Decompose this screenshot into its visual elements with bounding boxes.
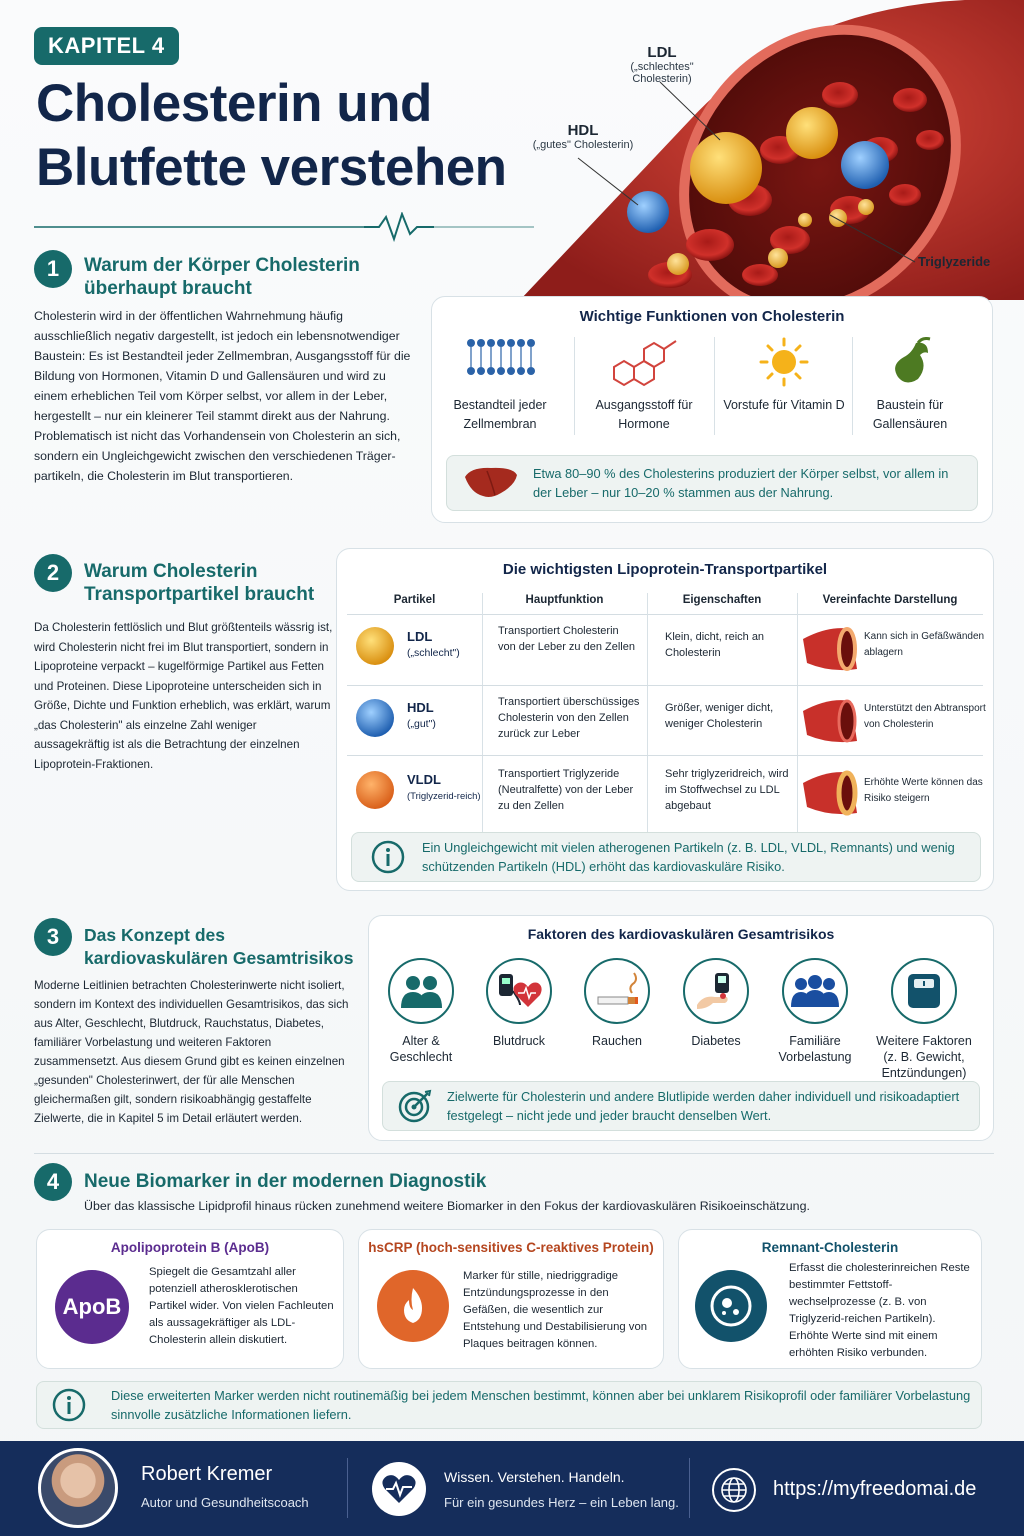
footer [0, 1441, 1024, 1536]
imbalance-note-text: Ein Ungleichgewicht mit vielen atherogenen Partikeln (z. B. LDL, VLDL, Remnants) und wenig schützenden Partikeln (HDL) erhöht das kardiovaskuläre Risiko. [422, 840, 955, 874]
apob-badge: ApoB [55, 1270, 129, 1344]
hdl-label-name: HDL [567, 122, 599, 139]
table-column-separator [647, 593, 648, 855]
table-divider [347, 614, 983, 615]
section-4-intro: Über das klassische Lipidprofil hinaus rücken zunehmend weitere Biomarker in den Fokus der kardiovaskulären Risikoeinschätzung. [84, 1199, 810, 1213]
ldl-particle-small [786, 107, 838, 159]
hdl-label-sub: („gutes" Cholesterin) [532, 139, 634, 151]
biomarker-note-text: Diese erweiterten Marker werden nicht routinemäßig bei jedem Menschen bestimmt, können aber bei unklarem Risikoprofil oder familiärer Vorbelastung sinnvolle zusätzliche Informationen liefern. [111, 1388, 971, 1422]
hdl-sub: („gut") [407, 718, 436, 730]
ldl-label [600, 44, 724, 85]
triglyceride-label-name: Triglyzeride [918, 254, 991, 269]
sun-icon [756, 337, 812, 387]
vldl-name: VLDL [407, 772, 441, 787]
family-icon [782, 958, 848, 1024]
ldl-function: Transportiert Cholesterin von der Leber zu den Zellen [498, 625, 635, 653]
avatar [38, 1448, 118, 1528]
vldl-illustration-text: Erhöhte Werte können das Risiko steigern [864, 777, 983, 804]
hdl-function: Transportiert überschüssiges Cholesterin von den Zellen zurück zur Leber [498, 696, 640, 740]
target-note-text: Zielwerte für Cholesterin und andere Blutlipide werden daher individuell und risikoadaptiert festgelegt – nicht jede und jeder braucht denselben Wert. [447, 1089, 960, 1123]
remnant-card-title: Remnant-Cholesterin [761, 1240, 899, 1255]
section-4-title: Neue Biomarker in der modernen Diagnostik [84, 1171, 487, 1192]
hdl-properties: Größer, weniger dicht, weniger Cholesterin [665, 702, 774, 730]
hdl-vessel-icon [801, 695, 859, 747]
vldl-sub: (Triglyzerid-reich) [407, 791, 481, 802]
lipoprotein-card [336, 548, 994, 891]
ldl-name: LDL [407, 629, 433, 644]
scale-icon [891, 958, 957, 1024]
hscrp-card-title: hsCRP (hoch-sensitives C-reaktives Protein) [368, 1240, 654, 1255]
hdl-row-name [407, 699, 436, 733]
risk-factor-age [371, 958, 471, 1065]
risk-factor-smoking-label: Rauchen [591, 1034, 643, 1048]
people-icon [388, 958, 454, 1024]
column-header-function: Hauptfunktion [525, 594, 604, 606]
lipoprotein-card-title: Die wichtigsten Lipoprotein-Transportpartikel [502, 561, 828, 578]
risk-factor-other [869, 958, 979, 1081]
slogan-line-2: Für ein gesundes Herz – ein Leben lang. [444, 1495, 679, 1510]
hdl-illustration-text: Unterstützt den Abtransport von Cholesterin [864, 703, 986, 730]
risk-factor-diabetes-label: Diabetes [691, 1034, 741, 1048]
hdl-name: HDL [407, 700, 434, 715]
hdl-particle-left [627, 191, 669, 233]
vldl-properties: Sehr triglyzeridreich, wird im Stoffwechsel zu LDL abgebaut [665, 768, 789, 812]
info-icon [370, 839, 406, 875]
author-role: Autor und Gesundheitscoach [141, 1495, 309, 1510]
section-2-number: 2 [34, 554, 72, 592]
risk-factor-family [765, 958, 865, 1065]
vldl-vessel-icon [801, 767, 859, 819]
liver-icon [461, 463, 521, 503]
cigarette-icon [584, 958, 650, 1024]
function-hormone-label: Ausgangsstoff für Hormone [595, 398, 693, 431]
section-3-number: 3 [34, 918, 72, 956]
section-2-title: Warum Cholesterin Transportpartikel braucht [84, 561, 315, 605]
footer-separator [689, 1458, 690, 1518]
vldl-row-name [407, 771, 481, 805]
author-name: Robert Kremer [141, 1463, 273, 1485]
flame-icon [377, 1270, 449, 1342]
info-icon [51, 1387, 87, 1423]
ldl-row-name [407, 628, 460, 662]
function-hormone [574, 337, 714, 434]
function-gallbladder [840, 337, 980, 434]
functions-card [431, 296, 993, 523]
section-1-number: 1 [34, 250, 72, 288]
function-membrane [430, 337, 570, 434]
column-header-particle: Partikel [393, 594, 436, 606]
column-header-illustration: Vereinfachte Darstellung [822, 594, 958, 606]
globe-icon [712, 1468, 756, 1512]
ldl-properties: Klein, dicht, reich an Cholesterin [665, 631, 765, 659]
ldl-label-name: LDL [647, 44, 677, 61]
ldl-label-sub: („schlechtes" Cholesterin) [630, 61, 694, 85]
biomarker-note [36, 1381, 982, 1429]
section-2-body: Da Cholesterin fettlöslich und Blut größtenteils wässrig ist, wird Cholesterin nicht frei im Blut transportiert, sondern in Lipoproteine verpackt – kugelförmige Partikel aus Fetten und Proteinen. Diese Lipoproteine unterscheiden sich in Größe, Dichte und Funktion erheblich, was erklärt, warum „das Cholesterin" als einzelne Zahl weniger aussagekräftig ist als die Betrachtung der einzelnen Lipoprotein-Fraktionen. [34, 621, 333, 771]
risk-factors-card [368, 915, 994, 1141]
table-column-separator [482, 593, 483, 855]
title-line-2: Blutfette verstehen [36, 138, 507, 197]
vldl-particle-icon [355, 770, 395, 810]
section-divider [34, 1153, 994, 1154]
page-title [36, 72, 556, 200]
function-membrane-label: Bestandteil jeder Zellmembran [453, 398, 547, 431]
apob-card-title: Apolipoprotein B (ApoB) [110, 1240, 270, 1255]
function-gallbladder-label: Baustein für Gallensäuren [872, 398, 948, 431]
gallbladder-icon [882, 337, 938, 387]
hdl-label [528, 122, 638, 151]
chapter-badge: KAPITEL 4 [34, 27, 179, 65]
biomarker-card-apob [36, 1229, 344, 1369]
membrane-icon [465, 337, 535, 377]
section-1-title: Warum der Körper Cholesterin überhaupt braucht [84, 255, 360, 299]
glucose-meter-icon [683, 958, 749, 1024]
triglyceride-label [918, 254, 990, 269]
slogan-line-1: Wissen. Verstehen. Handeln. [444, 1469, 625, 1485]
apob-card-text: Spiegelt die Gesamtzahl aller potenziell atherosklerotischen Partikel wider. Von vielen Fachleuten als aussagekräftiger als LDL-Cholesterin allein diskutiert. [149, 1266, 334, 1346]
heartbeat-line-icon [34, 212, 534, 242]
target-icon [397, 1088, 433, 1124]
biomarker-card-hscrp [358, 1229, 664, 1369]
functions-card-title: Wichtige Funktionen von Cholesterin [579, 308, 845, 325]
risk-factor-blood-pressure-label: Blutdruck [492, 1034, 546, 1048]
hormone-molecule-icon [604, 337, 684, 387]
section-3-body: Moderne Leitlinien betrachten Cholesterinwerte nicht isoliert, sondern im Kontext des individuellen Gesamtrisikos, das sich aus Alter, Geschlecht, Blutdruck, Rauchstatus, Diabetes, familiärer Vorbelastung und weiteren Faktoren zusammensetzt. Aus diesem Grund gibt es keinen einzelnen „gesunden" Cholesterinwert, der für alle Menschen gleichermaßen gilt, sondern risikoabhängig gestaffelte Zielwerte, die in Kapitel 5 im Detail erläutert werden. [34, 979, 349, 1125]
hscrp-card-text: Marker für stille, niedriggradige Entzündungsprozesse in den Gefäßen, die wesentlich zur Entstehung und Destabilisierung von Plaques beitragen können. [463, 1270, 648, 1350]
section-3-title: Das Konzept des kardiovaskulären Gesamtrisikos [84, 925, 354, 968]
table-divider [347, 685, 983, 686]
title-line-1: Cholesterin und [36, 74, 432, 133]
liver-note-text: Etwa 80–90 % des Cholesterins produziert der Körper selbst, vor allem in der Leber – nur 10–20 % stammen aus der Nahrung. [533, 466, 949, 500]
ldl-vessel-icon [801, 623, 859, 675]
risk-factor-age-label: Alter & Geschlecht [389, 1034, 453, 1064]
hdl-particle-right [841, 141, 889, 189]
liver-note [446, 455, 978, 511]
heart-icon [372, 1462, 426, 1516]
imbalance-note [351, 832, 981, 882]
website-link[interactable]: https://myfreedomai.de [773, 1478, 977, 1500]
ldl-particle-large [690, 132, 762, 204]
section-1-body: Cholesterin wird in der öffentlichen Wahrnehmung häufig ausschließlich negativ dargestellt, ist jedoch ein lebensnotwendiger Baustein: Es ist Bestandteil jeder Zellmembran, Ausgangsstoff für die Bildung von Hormonen, Vitamin D und Gallensäuren und wird zu einem erheblichen Teil vom Körper selbst, vor allem in der Leber, hergestellt – nur ein kleinerer Teil stammt direkt aus der Nahrung. Problematisch ist nicht das Vorhandensein von Cholesterin an sich, sondern ein Ungleichgewicht zwischen den verschiedenen Träger-partikeln, die Cholesterin im Blut transportieren. [34, 309, 411, 483]
table-column-separator [797, 593, 798, 855]
function-vitamin-d-label: Vorstufe für Vitamin D [723, 398, 845, 412]
blood-pressure-icon [486, 958, 552, 1024]
risk-factor-other-label: Weitere Faktoren (z. B. Gewicht, Entzündungen) [876, 1034, 972, 1080]
ldl-particle-icon [355, 626, 395, 666]
ldl-sub: („schlecht") [407, 647, 460, 659]
target-note [382, 1081, 980, 1131]
table-divider [347, 755, 983, 756]
biomarker-card-remnant [678, 1229, 982, 1369]
remnant-particle-icon [695, 1270, 767, 1342]
footer-separator [347, 1458, 348, 1518]
risk-factors-card-title: Faktoren des kardiovaskulären Gesamtrisikos [527, 926, 835, 942]
section-4-number: 4 [34, 1163, 72, 1201]
function-vitamin-d [714, 337, 854, 415]
risk-factor-smoking [567, 958, 667, 1049]
vldl-function: Transportiert Triglyzeride (Neutralfette) von der Leber zu den Zellen [498, 768, 634, 812]
risk-factor-family-label: Familiäre Vorbelastung [778, 1034, 852, 1064]
hdl-particle-icon [355, 698, 395, 738]
column-header-properties: Eigenschaften [682, 594, 762, 606]
risk-factor-blood-pressure [469, 958, 569, 1049]
ldl-illustration-text: Kann sich in Gefäßwänden ablagern [864, 631, 985, 658]
remnant-card-text: Erfasst die cholesterinreichen Reste bestimmter Fettstoff-wechselprozesse (z. B. von Triglyzerid-reichen Partikeln). Erhöhte Werte sind mit einem erhöhten Risiko verbunden. [789, 1262, 970, 1359]
risk-factor-diabetes [666, 958, 766, 1049]
